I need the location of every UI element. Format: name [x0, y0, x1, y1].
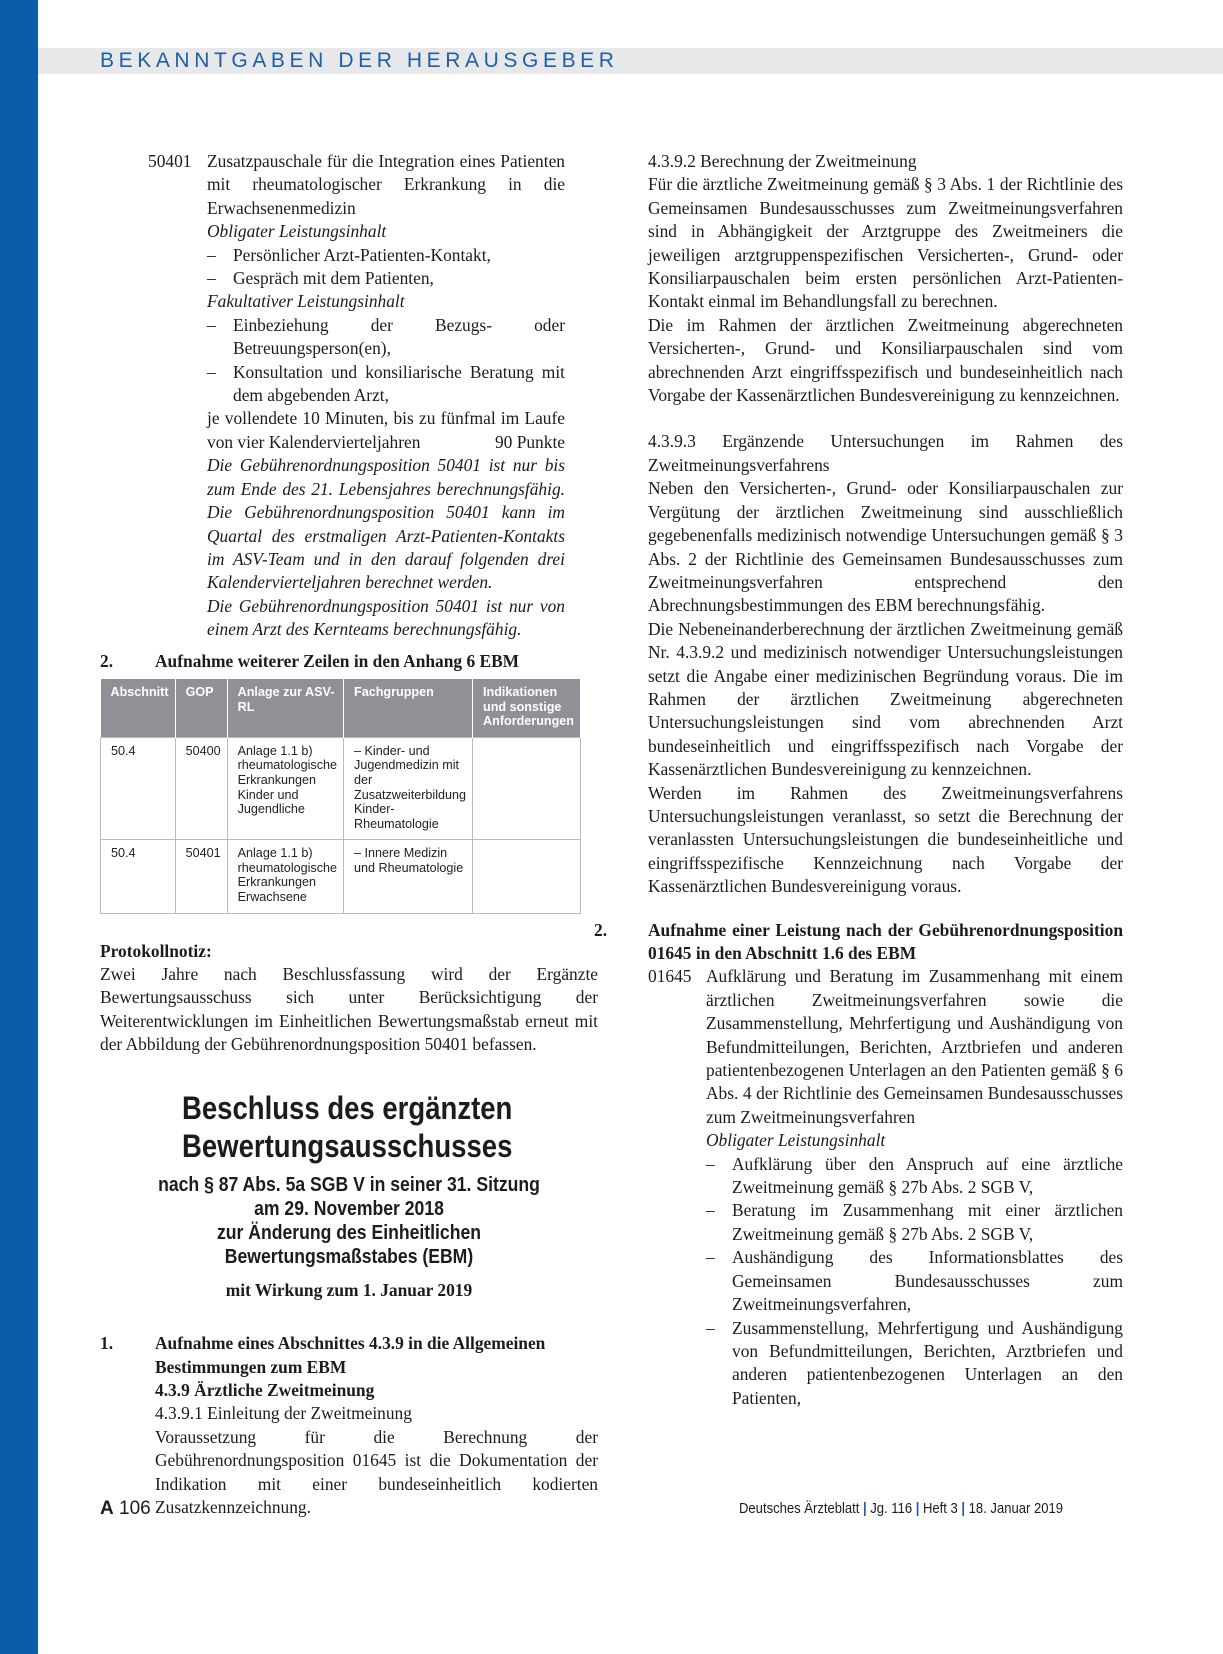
paragraph: Werden im Rahmen des Zweitmeinungsverfahrens Untersuchungsleistungen veranlasst, so setzt die Berechnung der veranlassten Untersuchungsleistungen die bundeseinheitliche und eingriffsspezifische Kennzeichnung nach Vorgabe der Kassenärztlichen Bundesvereinigung voraus. — [648, 782, 1123, 897]
left-accent-bar — [0, 0, 38, 1654]
section-heading: 2. Aufnahme einer Leistung nach der Gebührenordnungsposition 01645 in den Abschnitt 1.6 des EBM — [594, 919, 1123, 963]
gop-note: Die Gebührenordnungsposition 50401 ist nur bis zum Ende des 21. Lebensjahres berechnungsfähig. Die Gebührenordnungsposition 50401 kann im Quartal des erstmaligen Arzt-Patienten-Kontakts im ASV-Team und in den darauf folgenden drei Kalendervierteljahren berechnet werden. — [207, 455, 565, 593]
paragraph: Für die ärztliche Zweitmeinung gemäß § 3 Abs. 1 der Richtlinie des Gemeinsamen Bundesausschusses zum Zweitmeinungsverfahren sind in Abhängigkeit der Arztgruppe des Zweitmeiners die jeweiligen arztgruppenspezifischen Versicherten-, Grund- oder Konsiliarpauschalen beim ersten persönlichen Arzt-Patienten-Kontakt einmal im Behandlungsfall zu berechnen. — [648, 174, 1123, 312]
table-header: Anlage zur ASV-RL — [227, 679, 343, 737]
paragraph-heading: 4.3.9.1 Einleitung der Zweitmeinung — [155, 1403, 412, 1424]
table-row: 50.4 50401 Anlage 1.1 b) rheumatologische Erkrankungen Erwachsene – Innere Medizin und Rheumatologie — [101, 840, 581, 913]
list-item: – Aufklärung über den Anspruch auf eine ärztliche Zweitmeinung gemäß § 27b Abs. 2 SGB V, — [706, 1153, 1123, 1198]
points-value: 90 Punkte — [494, 431, 565, 452]
gop-01645-block — [626, 965, 1123, 1410]
paragraph: Die Nebeneinanderberechnung der ärztlichen Zweitmeinung gemäß Nr. 4.3.9.2 und medizinisch notwendiger Untersuchungsleistungen setzt die Angabe einer medizinischen Begründung voraus. Die im Rahmen der ärztlichen Zweitmeinung abgerechneten Untersuchungsleistungen sind vom abrechnenden Arzt bundeseinheitlich und eingriffsspezifisch nach Vorgabe der Kassenärztlichen Bundesvereinigung zu kennzeichnen. — [648, 618, 1123, 780]
table-header: GOP — [175, 679, 227, 737]
table-row: 50.4 50400 Anlage 1.1 b) rheumatologische Erkrankungen Kinder und Jugendliche – Kinder- und Jugendmedizin mit der Zusatzweiterbildung Kinder-Rheumatologie — [101, 737, 581, 840]
table-header: Indikationen und sonstige Anforderungen — [473, 679, 581, 737]
table-header: Abschnitt — [101, 679, 176, 737]
gop-description: Aufklärung und Beratung im Zusammenhang mit einem ärztlichen Zweitmeinungsverfahren sowie die Zusammenstellung, Mehrfertigung und Aushändigung von Befundmitteilungen, Berichten, Arztbriefen und anderen patientenbezogenen Unterlagen an den Patienten gemäß § 6 Abs. 4 der Richtlinie des Gemeinsamen Bundesausschusses zum Zweitmeinungsverfahren — [706, 966, 1123, 1127]
beschluss-subtitle: nach § 87 Abs. 5a SGB V in seiner 31. Sitzung am 29. November 2018 zur Änderung des Einheitlichen Bewertungsmaßstabes (EBM) — [158, 1173, 540, 1268]
list-item: – Zusammenstellung, Mehrfertigung und Aushändigung von Befundmitteilungen, Berichten, Arztbriefen und anderen patientenbezogenen Unterlagen an den Patienten, — [706, 1317, 1123, 1408]
section-header-title: BEKANNTGABEN DER HERAUSGEBER — [100, 49, 619, 72]
list-item: – Konsultation und konsiliarische Beratung mit dem abgebenden Arzt, — [207, 361, 565, 406]
frequency-text: je vollendete 10 Minuten, bis zu fünfmal im Laufe von vier Kalendervierteljahren — [207, 408, 565, 452]
right-column — [594, 150, 1123, 1410]
paragraph-heading: 4.3.9.3 Ergänzende Untersuchungen im Rahmen des Zweitmeinungsverfahrens — [648, 431, 1123, 475]
section-heading: 2. Aufnahme weiterer Zeilen in den Anhang 6 EBM — [100, 650, 520, 671]
page-number: A 106 — [100, 1498, 151, 1519]
fakult-label: Fakultativer Leistungsinhalt — [207, 291, 405, 312]
obligat-label: Obligater Leistungsinhalt — [207, 221, 387, 242]
gop-50401-block — [100, 150, 565, 642]
anhang-table — [100, 679, 581, 914]
obligat-label: Obligater Leistungsinhalt — [706, 1130, 886, 1151]
gop-code: 50401 — [148, 151, 192, 171]
paragraph: Voraussetzung für die Berechnung der Gebührenordnungsposition 01645 ist die Dokumentation der Indikation mit einer bundeseinheitlich kodierten Zusatzkennzeichnung. — [155, 1426, 598, 1517]
subsection-heading: 4.3.9 Ärztliche Zweitmeinung — [155, 1379, 375, 1400]
list-item: – Aushändigung des Informationsblattes des Gemeinsamen Bundesausschusses zum Zweitmeinungsverfahren, — [706, 1247, 1123, 1315]
list-item: – Einbeziehung der Bezugs- oder Betreuungsperson(en), — [207, 314, 565, 359]
list-item: – Gespräch mit dem Patienten, — [207, 268, 434, 289]
list-item: – Persönlicher Arzt-Patienten-Kontakt, — [207, 244, 491, 265]
protokoll-text: Zwei Jahre nach Beschlussfassung wird der Ergänzte Bewertungsausschuss sich unter Berücksichtigung der Weiterentwicklungen im Einheitlichen Bewertungsmaßstab erneut mit der Abbildung der Gebührenordnungsposition 50401 befassen. — [100, 964, 598, 1055]
gop-note: Die Gebührenordnungsposition 50401 ist nur von einem Arzt des Kernteams berechnungsfähig. — [207, 595, 565, 640]
beschluss-title: Beschluss des ergänzten Bewertungsausschusses — [182, 1089, 513, 1164]
protokoll-label: Protokollnotiz: — [100, 940, 212, 961]
section-heading: 1. Aufnahme eines Abschnittes 4.3.9 in die Allgemeinen Bestimmungen zum EBM — [100, 1333, 546, 1377]
table-header: Fachgruppen — [344, 679, 473, 737]
gop-description: Zusatzpauschale für die Integration eines Patienten mit rheumatologischer Erkrankung in die Erwachsenenmedizin — [207, 151, 565, 218]
gop-code: 01645 — [648, 966, 692, 987]
list-item: – Beratung im Zusammenhang mit einer ärztlichen Zweitmeinung gemäß § 27b Abs. 2 SGB V, — [706, 1200, 1123, 1244]
paragraph: Die im Rahmen der ärztlichen Zweitmeinung abgerechneten Versicherten-, Grund- und Konsiliarpauschalen sind vom abrechnenden Arzt eingriffsspezifisch und bundeseinheitlich nach Vorgabe der Kassenärztlichen Bundesvereinigung zu kennzeichnen. — [648, 314, 1123, 406]
left-column — [100, 150, 598, 1519]
table-header-row — [101, 679, 581, 737]
journal-footer: Deutsches Ärzteblatt | Jg. 116 | Heft 3 | 18. Januar 2019 — [739, 1501, 1063, 1517]
paragraph: Neben den Versicherten-, Grund- oder Konsiliarpauschalen zur Vergütung der ärztlichen Zweitmeinung sind ausschließlich gegebenenfalls medizinisch notwendige Untersuchungen gemäß § 3 Abs. 2 der Richtlinie des Gemeinsamen Bundesausschusses zum Zweitmeinungsverfahren entsprechend den Abrechnungsbestimmungen des EBM berechnungsfähig. — [648, 478, 1123, 616]
beschluss-wirkung: mit Wirkung zum 1. Januar 2019 — [225, 1279, 473, 1300]
paragraph-heading: 4.3.9.2 Berechnung der Zweitmeinung — [648, 151, 917, 171]
